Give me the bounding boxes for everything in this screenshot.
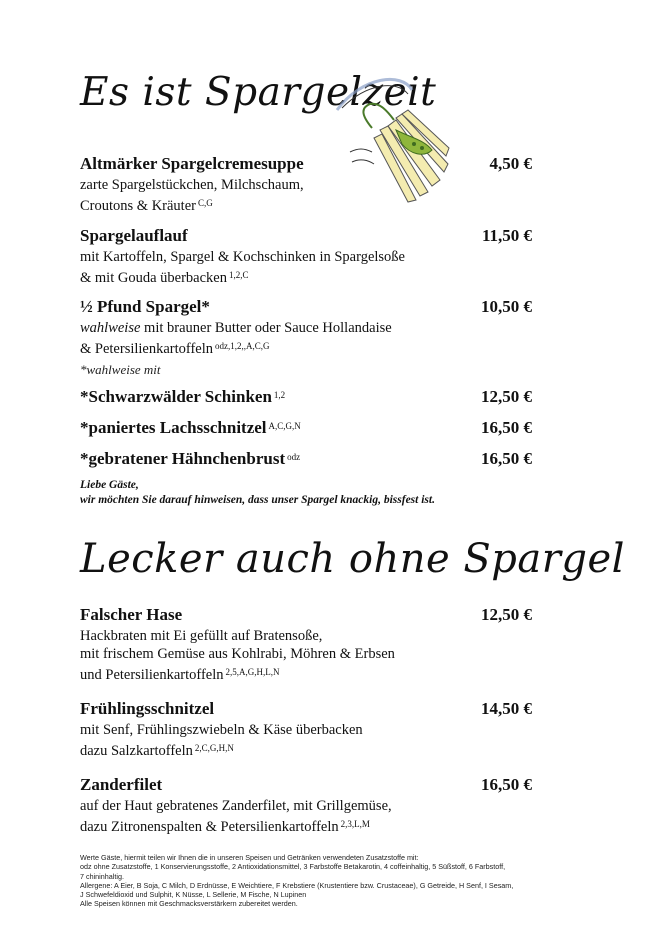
item-name: Altmärker Spargelcremesuppe xyxy=(80,154,304,173)
allergen-codes: A,C,G,N xyxy=(268,421,301,431)
guest-note: Liebe Gäste, wir möchten Sie darauf hinweisen, dass unser Spargel knackig, bissfest ist. xyxy=(80,479,435,506)
item-description: auf der Haut gebratenes Zanderfilet, mit Grillgemüse, dazu Zitronenspalten & Petersilienkartoffeln $^{2,3,L,M}$ xyxy=(80,798,392,835)
allergen-codes: C,G xyxy=(197,198,213,208)
option-price: 12,50 € xyxy=(481,387,532,406)
section-title-spargelzeit: Es ist Spargelzeit xyxy=(80,70,437,115)
item-name: Zanderfilet xyxy=(80,775,163,794)
menu-item xyxy=(80,226,532,287)
item-price: 12,50 € xyxy=(481,605,532,624)
item-name: ½ Pfund Spargel* xyxy=(80,297,210,316)
item-price: 14,50 € xyxy=(481,699,532,718)
allergen-codes: 2,C,G,H,N xyxy=(194,743,234,753)
item-description: wahlweise mit brauner Butter oder Sauce Hollandaise & Petersilienkartoffeln $^{odz,1,2,,A,C,G}$ xyxy=(80,320,392,357)
option-name: *paniertes Lachsschnitzel xyxy=(80,418,267,437)
allergen-codes: odz xyxy=(287,452,301,462)
wahlweise-note: *wahlweise mit xyxy=(80,362,161,377)
item-description: mit Senf, Frühlingszwiebeln & Käse überbacken dazu Salzkartoffeln $^{2,C,G,H,N}$ xyxy=(80,722,363,759)
option-name: *Schwarzwälder Schinken xyxy=(80,387,272,406)
menu-item xyxy=(80,297,532,358)
allergen-codes: 2,5,A,G,H,L,N xyxy=(225,667,280,677)
item-price: 16,50 € xyxy=(481,775,532,794)
option-item xyxy=(80,418,532,438)
allergen-codes: 1,2,C xyxy=(228,270,249,280)
additives-allergens-footer: Werte Gäste, hiermit teilen wir Ihnen die in unseren Speisen und Getränken verwendeten Zusatzstoffe mit: odz ohne Zusatzstoffe, 1 Konservierungsstoffe, 2 Antioxidationsmittel, 3 Farbstoffe Betakarotin, 4 coffeinhaltig, 5 Süßstoff, 6 Farbstoff, 7 chininhaltig. Allergene: A Eier, B Soja, C Milch, D Erdnüsse, E Weichtiere, F Krebstiere (Krustentiere bzw. Crustaceae), G Getreide, H Senf, I Sesam, J Schwefeldioxid und Sulphit, K Nüsse, L Sellerie, M Fische, N Lupinen Alle Speisen können mit Geschmacksverstärkern zubereitet werden. xyxy=(80,853,514,909)
item-price: 4,50 € xyxy=(489,154,532,173)
item-price: 10,50 € xyxy=(481,297,532,316)
option-item xyxy=(80,449,532,469)
option-item xyxy=(80,387,532,407)
item-description: zarte Spargelstückchen, Milchschaum, Croutons & Kräuter $^{C,G}$ xyxy=(80,177,304,214)
item-description: mit Kartoffeln, Spargel & Kochschinken in Spargelsoße & mit Gouda überbacken $^{1,2,C}$ xyxy=(80,249,405,286)
option-name: *gebratener Hähnchenbrust xyxy=(80,449,286,468)
item-price: 11,50 € xyxy=(481,226,532,245)
option-price: 16,50 € xyxy=(481,449,532,468)
allergen-codes: 1,2 xyxy=(273,390,286,400)
option-price: 16,50 € xyxy=(481,418,532,437)
menu-item xyxy=(80,154,532,215)
allergen-codes: 2,3,L,M xyxy=(340,819,370,829)
menu-item xyxy=(80,775,532,836)
item-name: Spargelauflauf xyxy=(80,226,188,245)
section-title-ohne-spargel: Lecker auch ohne Spargel xyxy=(80,536,625,582)
allergen-codes: odz,1,2,,A,C,G xyxy=(215,341,270,351)
item-name: Frühlingsschnitzel xyxy=(80,699,215,718)
menu-item xyxy=(80,605,532,684)
item-name: Falscher Hase xyxy=(80,605,183,624)
menu-item xyxy=(80,699,532,760)
item-description: Hackbraten mit Ei gefüllt auf Bratensoße, mit frischem Gemüse aus Kohlrabi, Möhren & Erbsen und Petersilienkartoffeln $^{2,5,A,G,H,L,N}$ xyxy=(80,628,395,683)
